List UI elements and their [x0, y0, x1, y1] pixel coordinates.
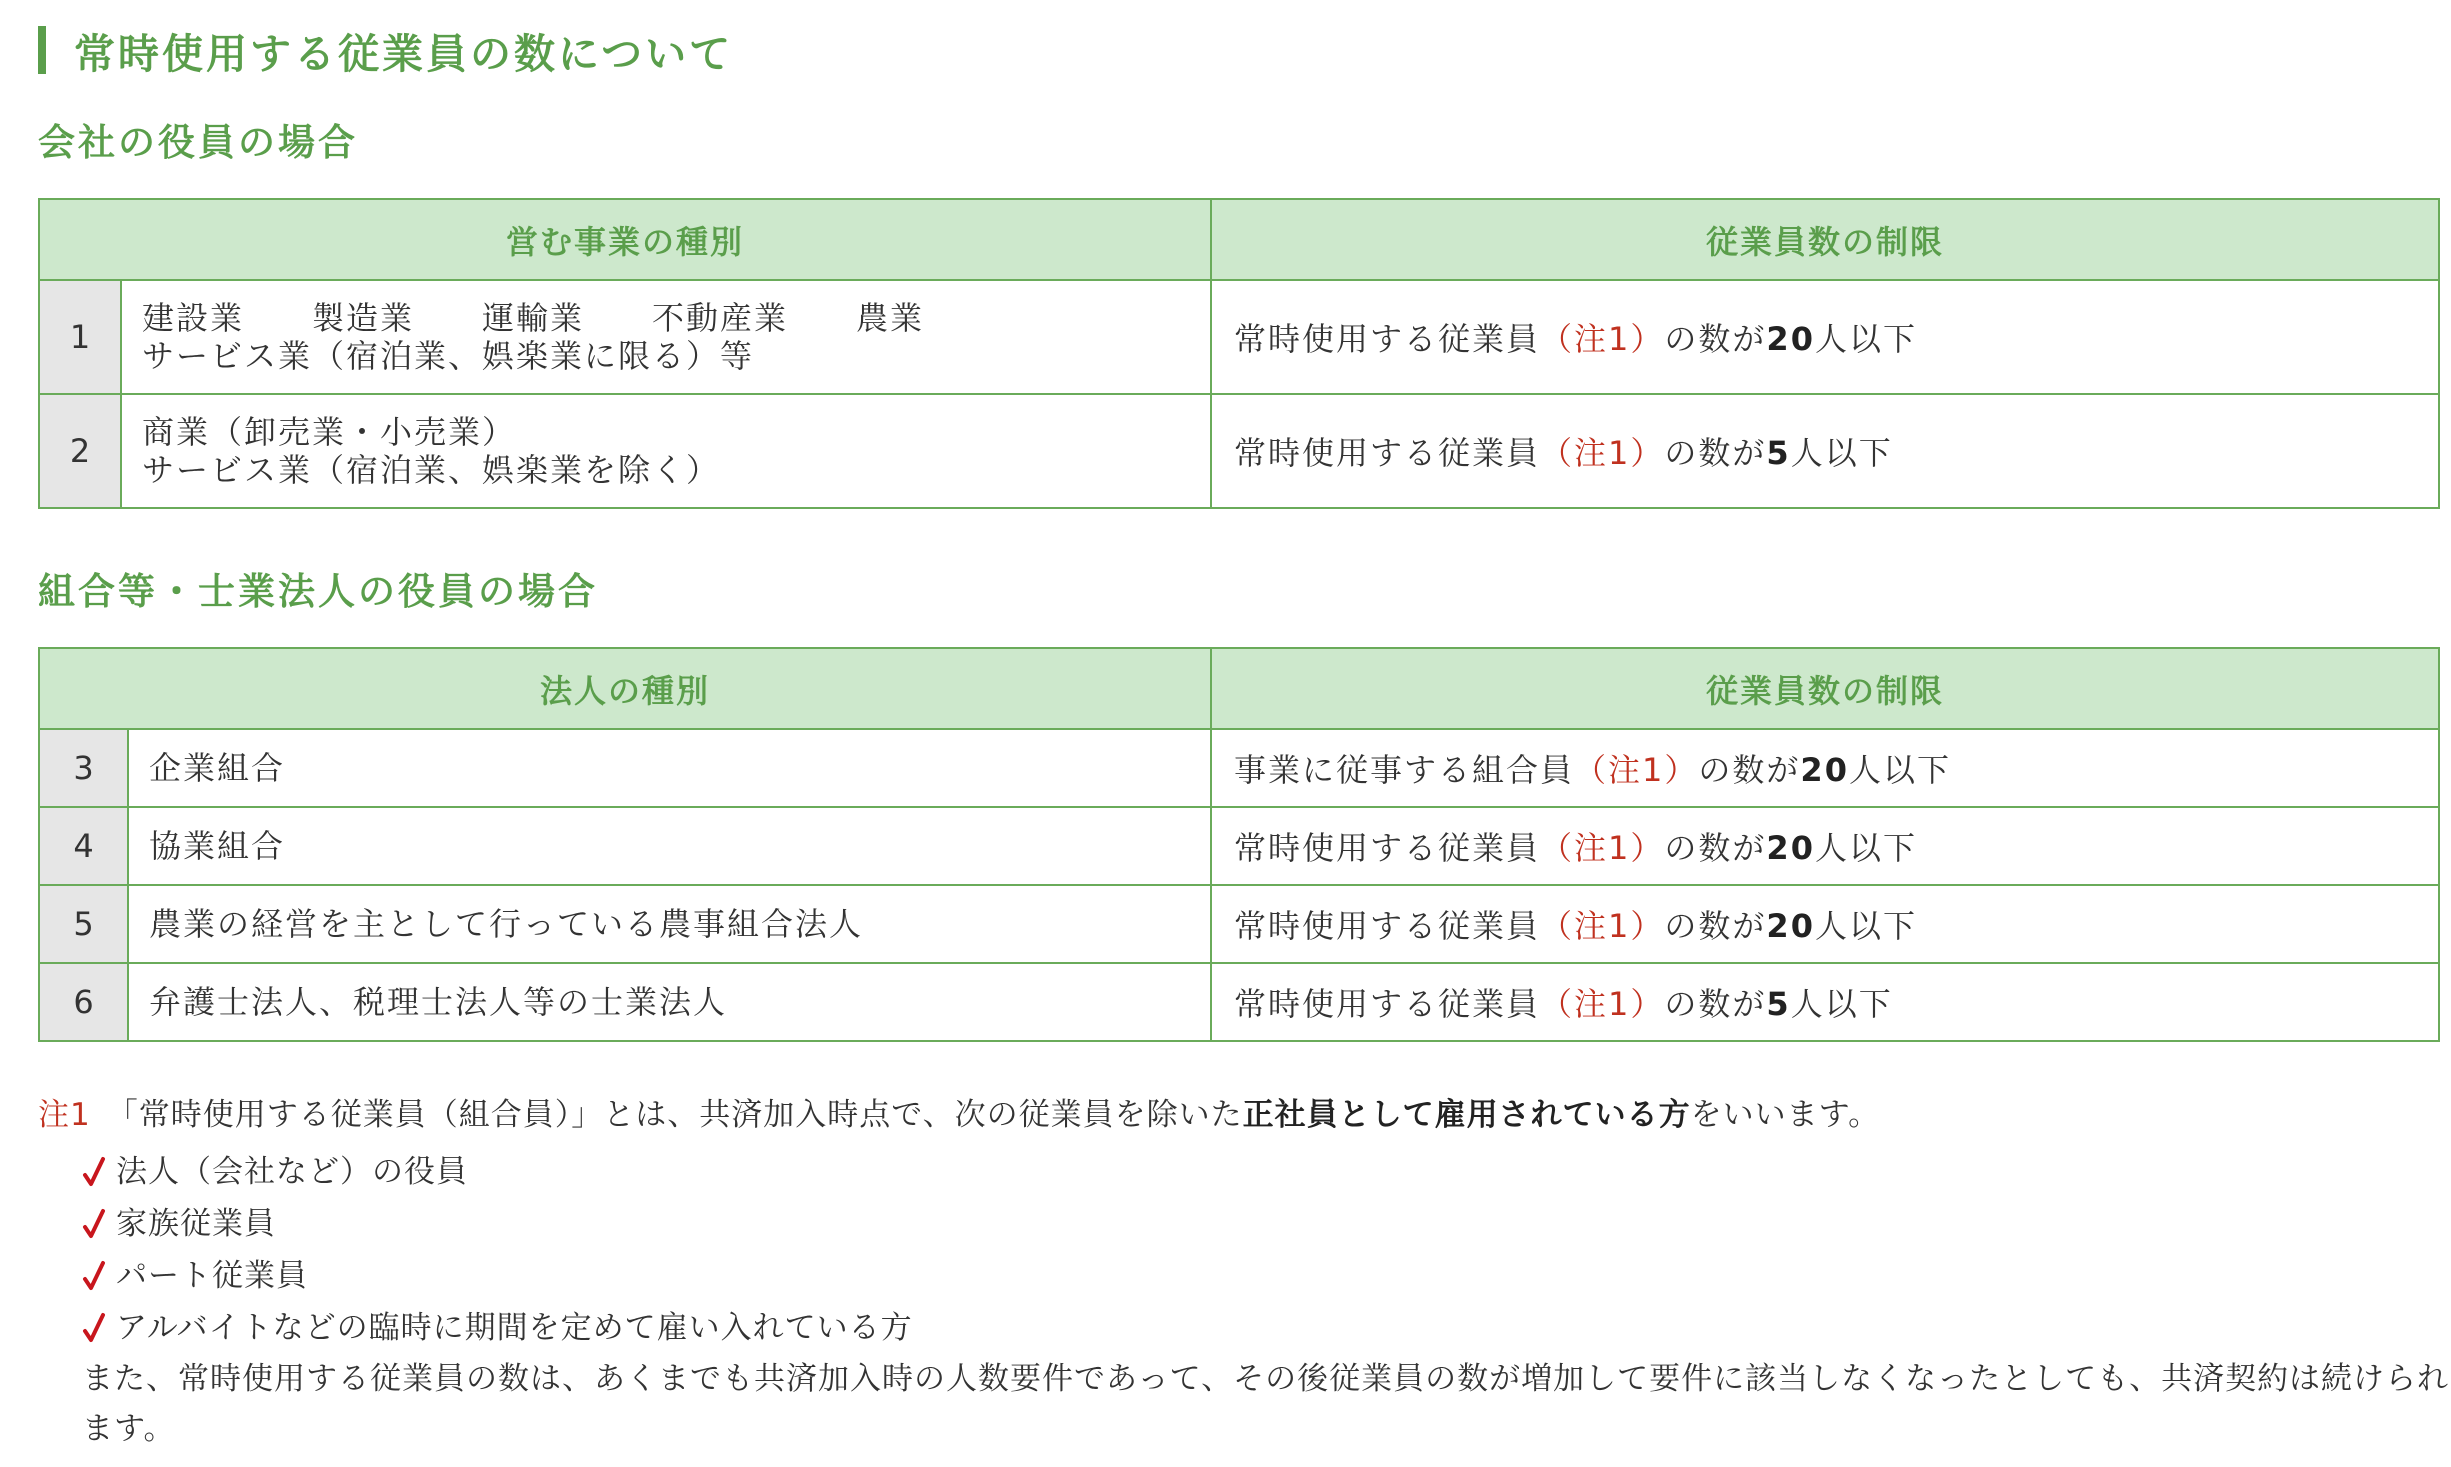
- check-icon: [82, 1311, 106, 1345]
- limit-connector: の数が: [1664, 320, 1767, 358]
- limit-unit: 人以下: [1848, 751, 1951, 789]
- limit-number: 20: [1766, 907, 1815, 945]
- limit-unit: 人以下: [1790, 434, 1893, 472]
- business-type-line: サービス業（宿泊業、娯楽業に限る）等: [142, 337, 755, 375]
- limit-subject: 常時使用する従業員: [1234, 985, 1541, 1023]
- limit-subject: 常時使用する従業員: [1234, 829, 1541, 867]
- business-type-cell: [121, 394, 1211, 508]
- limit-unit: 人以下: [1814, 907, 1917, 945]
- row-number: 1: [39, 280, 121, 394]
- list-item: [82, 1250, 2451, 1302]
- note-reference: （注1）: [1540, 320, 1665, 358]
- title-accent-bar: [38, 26, 46, 74]
- page-title: [38, 24, 2451, 76]
- limit-number: 20: [1800, 751, 1849, 789]
- business-type-cell: [121, 280, 1211, 394]
- exclusion-list: [38, 1146, 2451, 1354]
- row-number: 6: [39, 963, 128, 1041]
- table-row: [39, 394, 2439, 508]
- check-icon: [82, 1155, 106, 1189]
- column-header-corporation-type: 法人の種別: [39, 648, 1211, 729]
- exclusion-text: 法人（会社など）の役員: [116, 1154, 468, 1190]
- note-reference: （注1）: [1540, 434, 1665, 472]
- list-item: [82, 1302, 2451, 1354]
- employee-limit-cell: [1211, 729, 2439, 807]
- note-1-text-end: をいいます。: [1690, 1097, 1881, 1133]
- corporation-type-cell: 企業組合: [128, 729, 1211, 807]
- corporation-type-cell: 弁護士法人、税理士法人等の士業法人: [128, 963, 1211, 1041]
- exclusion-text: 家族従業員: [116, 1206, 276, 1242]
- column-header-employee-limit: 従業員数の制限: [1211, 648, 2439, 729]
- limit-unit: 人以下: [1790, 985, 1893, 1023]
- table-row: [39, 963, 2439, 1041]
- list-item: [82, 1198, 2451, 1250]
- column-header-business-type: 営む事業の種別: [39, 199, 1211, 280]
- limit-connector: の数が: [1664, 829, 1767, 867]
- limit-connector: の数が: [1664, 434, 1767, 472]
- limit-connector: の数が: [1664, 907, 1767, 945]
- check-icon: [82, 1207, 106, 1241]
- exclusion-text: アルバイトなどの臨時に期間を定めて雇い入れている方: [116, 1310, 913, 1346]
- limit-subject: 常時使用する従業員: [1234, 907, 1541, 945]
- section-heading-company-officers: 会社の役員の場合: [38, 121, 358, 164]
- note-reference: （注1）: [1540, 829, 1665, 867]
- section-heading-cooperative-officers: 組合等・士業法人の役員の場合: [38, 570, 598, 613]
- note-1-label: 注1: [38, 1097, 91, 1133]
- company-officers-table: [38, 198, 2440, 509]
- table-row: [39, 807, 2439, 885]
- note-reference: （注1）: [1574, 751, 1699, 789]
- employee-limit-cell: [1211, 280, 2439, 394]
- note-1-text: 「常時使用する従業員（組合員）」とは、共済加入時点で、次の従業員を除いた: [106, 1097, 1243, 1133]
- note-1: [38, 1092, 2451, 1138]
- note-1-emphasis: 正社員として雇用されている方: [1242, 1097, 1691, 1133]
- limit-subject: 常時使用する従業員: [1234, 434, 1541, 472]
- table-row: [39, 280, 2439, 394]
- notes-section: [38, 1092, 2451, 1454]
- employee-limit-cell: [1211, 394, 2439, 508]
- table-row: [39, 885, 2439, 963]
- cooperative-officers-table: [38, 647, 2440, 1042]
- row-number: 5: [39, 885, 128, 963]
- limit-number: 5: [1766, 434, 1791, 472]
- employee-limit-cell: [1211, 807, 2439, 885]
- limit-unit: 人以下: [1814, 829, 1917, 867]
- business-type-line: サービス業（宿泊業、娯楽業を除く）: [142, 451, 721, 489]
- corporation-type-cell: 農業の経営を主として行っている農事組合法人: [128, 885, 1211, 963]
- note-reference: （注1）: [1540, 985, 1665, 1023]
- limit-number: 20: [1766, 320, 1815, 358]
- limit-unit: 人以下: [1814, 320, 1917, 358]
- employee-limit-cell: [1211, 963, 2439, 1041]
- closing-paragraph: また、常時使用する従業員の数は、あくまでも共済加入時の人数要件であって、その後従業員の数が増加して要件に該当しなくなったとしても、共済契約は続けられます。: [82, 1361, 2450, 1447]
- list-item: [82, 1146, 2451, 1198]
- limit-subject: 常時使用する従業員: [1234, 320, 1541, 358]
- table-header-row: [39, 648, 2439, 729]
- limit-subject: 事業に従事する組合員: [1234, 751, 1575, 789]
- row-number: 4: [39, 807, 128, 885]
- column-header-employee-limit: 従業員数の制限: [1211, 199, 2439, 280]
- check-icon: [82, 1259, 106, 1293]
- exclusion-text: パート従業員: [116, 1258, 308, 1294]
- limit-number: 5: [1766, 985, 1791, 1023]
- corporation-type-cell: 協業組合: [128, 807, 1211, 885]
- business-type-line: 商業（卸売業・小売業）: [142, 413, 517, 451]
- table-header-row: [39, 199, 2439, 280]
- business-type-line: 建設業 製造業 運輸業 不動産業 農業: [142, 299, 925, 337]
- note-reference: （注1）: [1540, 907, 1665, 945]
- limit-connector: の数が: [1664, 985, 1767, 1023]
- employee-limit-cell: [1211, 885, 2439, 963]
- limit-connector: の数が: [1698, 751, 1801, 789]
- limit-number: 20: [1766, 829, 1815, 867]
- row-number: 2: [39, 394, 121, 508]
- table-row: [39, 729, 2439, 807]
- row-number: 3: [39, 729, 128, 807]
- page-title-text: 常時使用する従業員の数について: [74, 29, 734, 78]
